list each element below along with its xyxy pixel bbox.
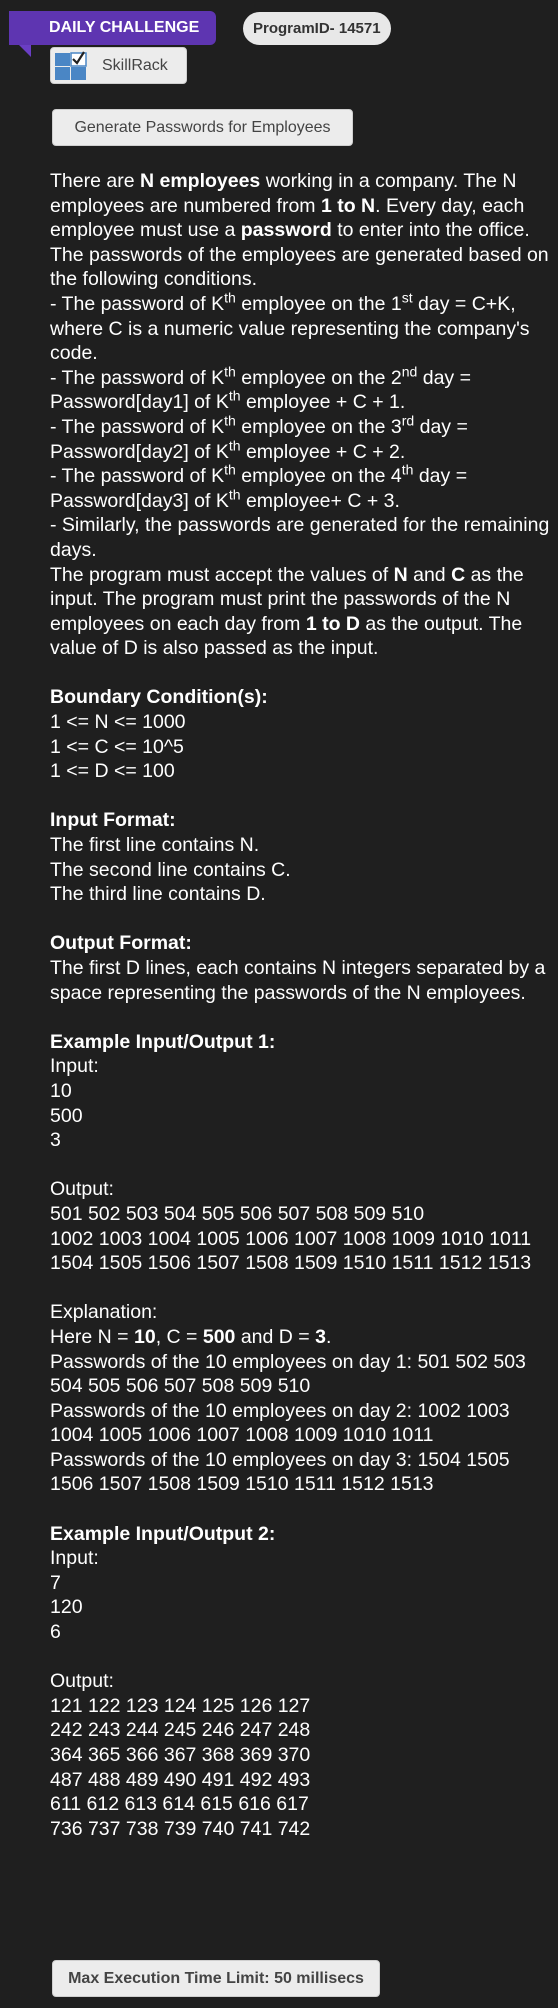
example1-explanation-line: Passwords of the 10 employees on day 2: 1002 1003 1004 1005 1006 1007 1008 1009 1010 1011 — [50, 1399, 510, 1447]
rule-remaining-days: - Similarly, the passwords are generated for the remaining days. — [50, 514, 550, 561]
input-format-line: The first line contains N. — [50, 834, 260, 857]
example2-output-line: 121 122 123 124 125 126 127 — [50, 1694, 311, 1717]
example2-input-line: 6 — [50, 1621, 61, 1644]
boundary-line: 1 <= C <= 10^5 — [50, 735, 184, 758]
rule-day-4: - The password of $K^{th}$ employee on the 4th day = Password[day3] of $K^{th}$ employee+ C + 3. — [50, 461, 468, 512]
input-format-heading: Input Format: — [50, 809, 176, 832]
rule-day-3: - The password of $K^{th}$ employee on the 3rd day = Password[day2] of $K^{th}$ employee + C + 2. — [50, 412, 468, 463]
problem-title-button[interactable]: Generate Passwords for Employees — [52, 109, 353, 146]
example2-heading: Example Input/Output 2: — [50, 1522, 276, 1545]
output-format-heading: Output Format: — [50, 932, 192, 955]
example2-output-line: 736 737 738 739 740 741 742 — [50, 1817, 311, 1840]
daily-challenge-badge: DAILY CHALLENGE — [9, 11, 216, 45]
boundary-line: 1 <= D <= 100 — [50, 760, 175, 783]
skillrack-logo-icon — [54, 50, 88, 82]
example1-output-line: 1002 1003 1004 1005 1006 1007 1008 1009 1010 1011 — [50, 1227, 532, 1250]
boundary-heading: Boundary Condition(s): — [50, 686, 268, 709]
example1-output-line: 1504 1505 1506 1507 1508 1509 1510 1511 1512 1513 — [50, 1252, 532, 1275]
program-paragraph: The program must accept the values of N and C as the input. The program must print the passwords of the N employees on each day from 1 to D as the output. The value of D is also passed as the input. — [50, 563, 524, 660]
input-format-line: The third line contains D. — [50, 883, 266, 906]
example1-explanation-summary: Here N = 10, C = 500 and D = 3. — [50, 1325, 332, 1348]
skillrack-logo-button[interactable] — [50, 47, 187, 84]
example1-heading: Example Input/Output 1: — [50, 1030, 276, 1053]
rule-day-2: - The password of $K^{th}$ employee on the 2nd day = Password[day1] of $K^{th}$ employee + C + 1. — [50, 363, 471, 414]
example1-explanation-line: Passwords of the 10 employees on day 1: 501 502 503 504 505 506 507 508 509 510 — [50, 1350, 526, 1398]
rule-day-1: - The password of $K^{th}$ employee on the 1st day = C+K, where C is a numeric value representing the company's code. — [50, 289, 530, 365]
example1-input-line: 3 — [50, 1129, 61, 1152]
program-id-chip: ProgramID- 14571 — [243, 12, 391, 45]
time-limit-button[interactable]: Max Execution Time Limit: 50 millisecs — [52, 1960, 380, 1997]
example2-output-label: Output: — [50, 1670, 114, 1693]
output-format-text: The first D lines, each contains N integers separated by a space representing the passwords of the N employees. — [50, 957, 546, 1004]
example1-output-label: Output: — [50, 1178, 114, 1201]
example2-input-label: Input: — [50, 1547, 99, 1570]
example1-input-line: 10 — [50, 1079, 72, 1102]
example2-output-line: 611 612 613 614 615 616 617 — [50, 1793, 309, 1816]
example2-input-line: 7 — [50, 1571, 61, 1594]
input-format-line: The second line contains C. — [50, 858, 291, 881]
example2-output-line: 242 243 244 245 246 247 248 — [50, 1719, 311, 1742]
example1-input-line: 500 — [50, 1104, 83, 1127]
example1-explanation-line: Passwords of the 10 employees on day 3: 1504 1505 1506 1507 1508 1509 1510 1511 1512 1513 — [50, 1448, 510, 1496]
problem-statement — [50, 169, 550, 1841]
example2-output-line: 487 488 489 490 491 492 493 — [50, 1768, 311, 1791]
example1-input-label: Input: — [50, 1055, 99, 1078]
example2-output-line: 364 365 366 367 368 369 370 — [50, 1744, 311, 1766]
example1-explanation-label: Explanation: — [50, 1301, 158, 1324]
boundary-line: 1 <= N <= 1000 — [50, 711, 186, 734]
example2-input-line: 120 — [50, 1596, 83, 1619]
example1-output-line: 501 502 503 504 505 506 507 508 509 510 — [50, 1202, 425, 1225]
skillrack-label: SkillRack — [102, 57, 168, 74]
intro-paragraph: There are N employees working in a company. The N employees are numbered from 1 to N. Every day, each employee must use a password to enter into the office. The passwords of the employees are generated based on the following conditions. — [50, 170, 549, 291]
